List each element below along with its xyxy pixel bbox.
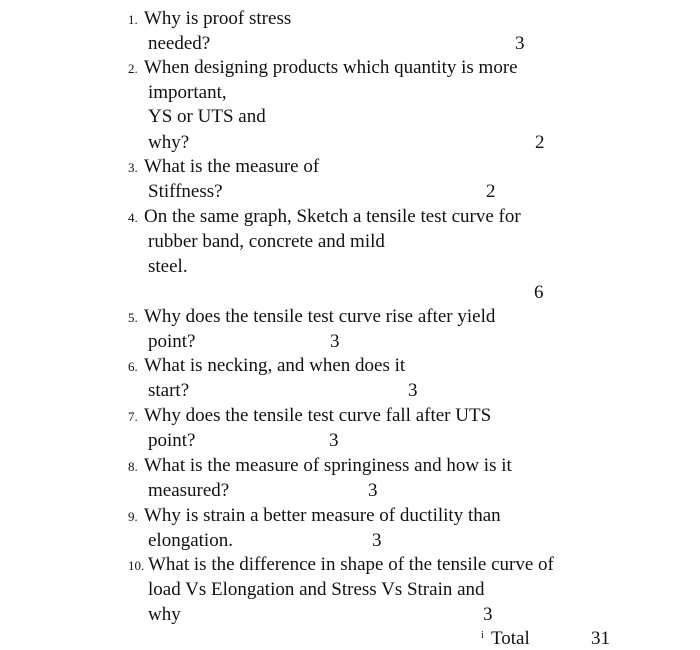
question-number: 4. xyxy=(128,210,138,225)
question-text-line: important, xyxy=(148,82,227,103)
question-marks: 6 xyxy=(534,282,544,303)
question-text-line: What is necking, and when does it xyxy=(144,355,406,376)
question-text-line: What is the measure of xyxy=(144,156,320,177)
question-text-line: On the same graph, Sketch a tensile test curve for xyxy=(144,206,521,227)
question-text-line: Stiffness? xyxy=(148,181,223,202)
question-marks: 2 xyxy=(486,181,496,202)
question-text-line: point? xyxy=(148,430,196,451)
question-text-line: why xyxy=(148,604,181,625)
question-text-line: Why is strain a better measure of ductility than xyxy=(144,505,501,526)
total-value: 31 xyxy=(591,628,610,649)
question-number: 1. xyxy=(128,12,138,27)
question-number: 3. xyxy=(128,160,138,175)
question-marks: 3 xyxy=(368,480,378,501)
question-number: 5. xyxy=(128,310,138,325)
question-text-line: needed? xyxy=(148,33,211,54)
question-number: 7. xyxy=(128,409,138,424)
question-text-line: point? xyxy=(148,331,196,352)
question-marks: 3 xyxy=(408,380,418,401)
question-number: 8. xyxy=(128,459,138,474)
question-text-line: why? xyxy=(148,132,190,153)
question-marks: 2 xyxy=(535,132,545,153)
question-text-line: steel. xyxy=(148,256,188,277)
question-number: 6. xyxy=(128,359,138,374)
question-text-line: What is the difference in shape of the tensile curve of xyxy=(148,554,554,575)
question-marks: 3 xyxy=(372,530,382,551)
question-number: 2. xyxy=(128,61,138,76)
question-number: 10. xyxy=(128,558,145,573)
question-marks: 3 xyxy=(515,33,525,54)
question-text-line: Why does the tensile test curve fall after UTS xyxy=(144,405,492,426)
question-text-line: When designing products which quantity is more xyxy=(144,57,518,78)
question-text-line: measured? xyxy=(148,480,230,501)
question-text-line: YS or UTS and xyxy=(148,106,266,127)
question-marks: 3 xyxy=(483,604,493,625)
question-text-line: load Vs Elongation and Stress Vs Strain and xyxy=(148,579,485,600)
question-text-line: Why does the tensile test curve rise after yield xyxy=(144,306,496,327)
question-text-line: What is the measure of springiness and how is it xyxy=(144,455,512,476)
question-text-line: elongation. xyxy=(148,530,233,551)
total-marker-icon: i xyxy=(481,630,484,641)
question-marks: 3 xyxy=(330,331,340,352)
question-text-line: Why is proof stress xyxy=(144,8,292,29)
question-number: 9. xyxy=(128,509,138,524)
question-marks: 3 xyxy=(329,430,339,451)
question-text-line: rubber band, concrete and mild xyxy=(148,231,385,252)
total-label: Total xyxy=(491,628,530,649)
question-text-line: start? xyxy=(148,380,190,401)
